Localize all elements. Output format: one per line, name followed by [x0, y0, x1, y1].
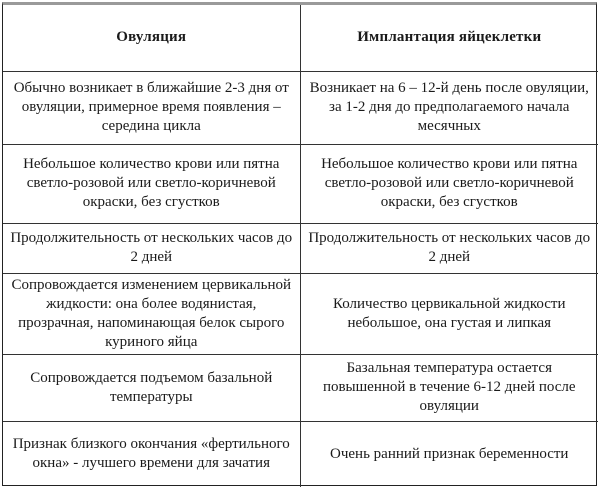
table-row — [3, 71, 598, 144]
cell-implantation — [300, 223, 598, 273]
header-implantation: Имплантация яйцеклетки — [300, 5, 598, 71]
cell-implantation — [300, 421, 598, 487]
table-row — [3, 354, 598, 421]
cell-ovulation — [3, 354, 300, 421]
comparison-table — [2, 2, 597, 486]
cell-implantation — [300, 273, 598, 354]
cell-text: Обычно возникает в ближайшие 2-3 дня от овуляции, примерное время появления – середина цикла — [13, 80, 289, 134]
cell-implantation — [300, 354, 598, 421]
cell-text: Количество цервикальной жидкости небольшое, она густая и липкая — [332, 295, 566, 331]
cell-text: Сопровождается подъемом базальной температуры — [30, 369, 273, 405]
cell-ovulation — [3, 144, 300, 223]
cell-ovulation — [3, 273, 300, 354]
cell-text: Базальная температура остается повышенной в течение 6-12 дней после овуляции — [322, 360, 576, 414]
table-row — [3, 223, 598, 273]
cell-text: Признак близкого окончания «фертильного окна» - лучшего времени для зачатия — [12, 436, 290, 472]
cell-ovulation — [3, 421, 300, 487]
cell-text: Сопровождается изменением цервикальной жидкости: она более водянистая, прозрачная, напоминающая белок сырого куриного яйца — [11, 276, 292, 350]
table-row — [3, 421, 598, 487]
cell-implantation — [300, 71, 598, 144]
table-row — [3, 144, 598, 223]
cell-implantation — [300, 144, 598, 223]
table-header-row — [3, 5, 598, 71]
table-row — [3, 273, 598, 354]
cell-text: Очень ранний признак беременности — [330, 445, 569, 462]
cell-text: Возникает на 6 – 12-й день после овуляции, за 1-2 дня до предполагаемого начала месячных — [309, 80, 589, 134]
cell-ovulation — [3, 223, 300, 273]
cell-text: Продолжительность от нескольких часов до 2 дней — [10, 230, 293, 265]
comparison-table-grid — [3, 5, 598, 487]
cell-ovulation — [3, 71, 300, 144]
cell-text: Небольшое количество крови или пятна светло-розовой или светло-коричневой окраски, без сгустков — [321, 156, 578, 210]
header-ovulation: Овуляция — [3, 5, 300, 71]
cell-text: Небольшое количество крови или пятна светло-розовой или светло-коричневой окраски, без сгустков — [23, 156, 280, 210]
cell-text: Продолжительность от нескольких часов до 2 дней — [308, 230, 591, 265]
